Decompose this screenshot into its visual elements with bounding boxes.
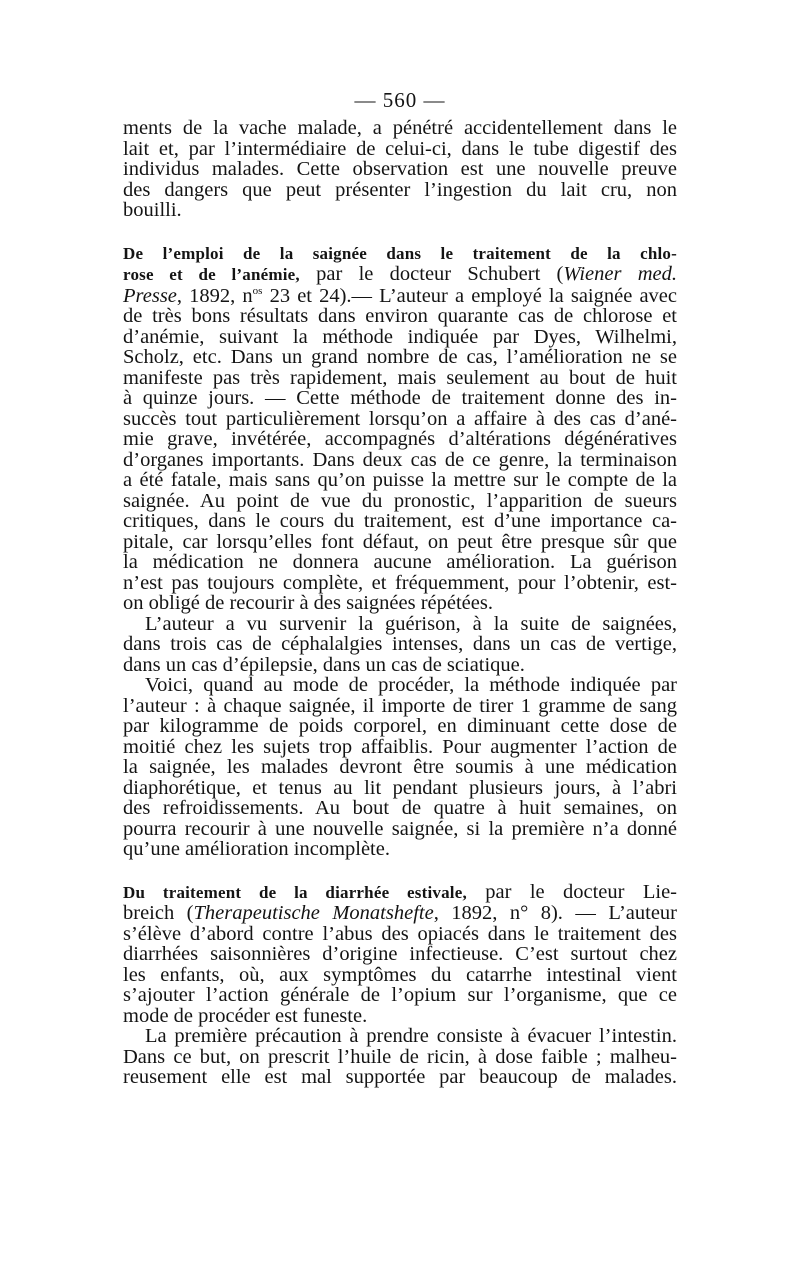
text-line: a été fatale, mais sans qu’on puisse la mettre sur le compte de la [123, 469, 677, 491]
text-line: des dangers que peut présenter l’ingestion du lait cru, non [123, 178, 677, 201]
byline: breich ( [123, 902, 194, 924]
article-heading: Du traitement de la diarrhée estivale, [123, 882, 467, 902]
text-line: diaphorétique, et tenus au lit pendant plusieurs jours, à l’abri [123, 776, 677, 799]
text-line: La première précaution à prendre consiste à évacuer l’intestin. [145, 1025, 677, 1047]
text-line: manifeste pas très rapidement, mais seulement au bout de huit [123, 366, 677, 389]
text-line [123, 286, 677, 307]
article-saignee [123, 243, 677, 860]
byline: par le docteur Lie- [466, 880, 677, 903]
text-line: L’auteur a vu survenir la guérison, à la suite de saignées, [145, 612, 677, 635]
text-line [123, 243, 677, 265]
text-line: succès tout particulièrement lorsqu’on a affaire à des cas d’ané- [123, 407, 677, 430]
text-line: d’anémie, suivant la méthode indiquée par Dyes, Wilhelmi, [123, 325, 677, 348]
text-line: la médication ne donnera aucune amélioration. La guérison [123, 551, 677, 573]
text-line: mode de procéder est funeste. [123, 1004, 368, 1027]
text-line: dans trois cas de céphalalgies intenses, dans un cas de vertige, [123, 633, 677, 655]
text-line: mie grave, invétérée, accompagnés d’altérations dégénératives [123, 428, 677, 450]
text-line: s’ajouter l’action générale de l’opium sur l’organisme, que ce [123, 984, 677, 1006]
text-line: on obligé de recourir à des saignées répétées. [123, 592, 493, 614]
text-line: la saignée, les malades devront être soumis à une médication [123, 756, 677, 778]
text-line: dans un cas d’épilepsie, dans un cas de sciatique. [123, 653, 525, 676]
text-line: d’organes importants. Dans deux cas de ce genre, la terminaison [123, 448, 677, 471]
text-line: les enfants, où, aux symptômes du catarrhe intestinal vient [123, 963, 677, 986]
text-line: bouilli. [123, 199, 182, 221]
text-line: critiques, dans le cours du traitement, est d’une importance ca- [123, 510, 677, 532]
text-line: pitale, car lorsqu’elles font défaut, on peut être presque sûr que [123, 530, 677, 553]
journal-title: Therapeutische Monatshefte [193, 902, 434, 924]
text-line: reusement elle est mal supportée par beaucoup de malades. [123, 1066, 677, 1088]
citation: 23 et 24).— L’auteur a employé la saignée avec [262, 284, 677, 307]
text-line: qu’une amélioration incomplète. [123, 838, 390, 860]
page-number: — 560 — [354, 88, 446, 112]
article-heading-cont: rose et de l’anémie, [123, 265, 300, 284]
text-line [123, 882, 677, 904]
article-diarrhee [123, 882, 677, 1088]
text-line: par kilogramme de poids corporel, en diminuant cette dose de [123, 715, 677, 737]
text-line: de très bons résultats dans environ quarante cas de chlorose et [123, 305, 677, 327]
text-line: Voici, quand au mode de procéder, la méthode indiquée par [145, 674, 677, 696]
citation-sup: os [252, 284, 263, 297]
body-text [123, 118, 677, 1088]
text-line: ments de la vache malade, a pénétré accidentellement dans le [123, 117, 677, 139]
text-line: moitié chez les sujets trop affaiblis. Pour augmenter l’action de [123, 735, 677, 758]
text-line: Dans ce but, on prescrit l’huile de ricin, à dose faible ; malheu- [123, 1045, 677, 1068]
text-line: lait et, par l’intermédiaire de celui-ci, dans le tube digestif des [123, 137, 677, 160]
journal-title: Wiener med. [563, 263, 678, 285]
text-line [123, 264, 677, 286]
citation: , 1892, n° 8). — L’auteur [433, 902, 678, 924]
article-heading: De l’emploi de la saignée dans le traitement de la chlo- [123, 243, 677, 263]
text-line: n’est pas toujours complète, et fréquemment, pour l’obtenir, est- [123, 571, 677, 594]
text-line: l’auteur : à chaque saignée, il importe de tirer 1 gramme de sang [123, 694, 677, 717]
text-line [123, 903, 677, 924]
text-line: des refroidissements. Au bout de quatre à huit semaines, on [123, 797, 677, 819]
text-line: s’élève d’abord contre l’abus des opiacés dans le traitement des [123, 922, 677, 945]
text-line: pourra recourir à une nouvelle saignée, si la première n’a donné [123, 817, 677, 840]
paragraph-continuation [123, 118, 677, 221]
citation: , 1892, n [176, 284, 253, 307]
text-line: saignée. Au point de vue du pronostic, l’apparition de sueurs [123, 489, 677, 512]
journal-title: Presse [123, 284, 177, 307]
text-line: individus malades. Cette observation est une nouvelle preuve [123, 158, 677, 180]
text-line: Scholz, etc. Dans un grand nombre de cas, l’amélioration ne se [123, 346, 677, 368]
text-line: à quinze jours. — Cette méthode de traitement donne des in- [123, 387, 677, 409]
byline: par le docteur Schubert ( [299, 263, 564, 285]
text-line: diarrhées saisonnières d’origine infectieuse. C’est surtout chez [123, 943, 677, 965]
